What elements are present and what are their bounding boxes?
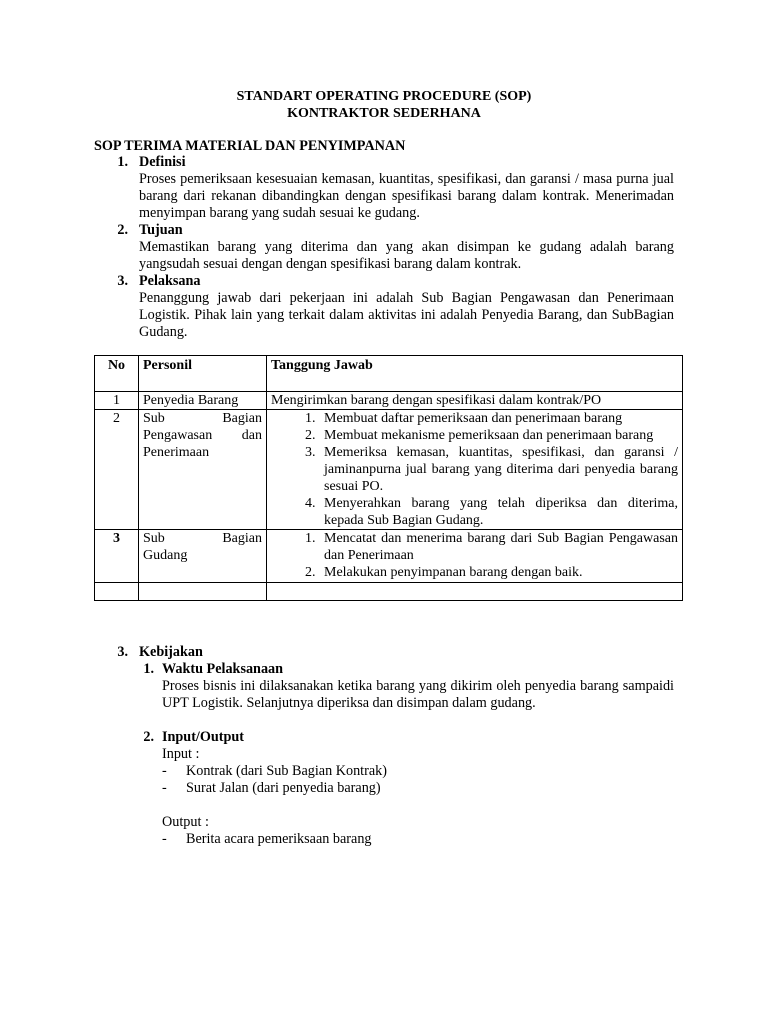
input-item-text: Kontrak (dari Sub Bagian Kontrak): [186, 763, 387, 779]
bullet-dash: -: [162, 763, 167, 779]
item-heading-pelaksana: Pelaksana: [139, 273, 201, 289]
doc-title-line2: KONTRAKTOR SEDERHANA: [287, 106, 481, 121]
item-text-pelaksana: Penanggung jawab dari pekerjaan ini adalah Sub Bagian Pengawasan dan Penerimaan Logistik. Pihak lain yang terkait dalam aktivitas ini adalah Penyedia Barang, dan SubBagian Gudang.: [139, 290, 674, 340]
item-number: 2.: [117, 222, 128, 238]
cell-no: 1: [95, 392, 139, 410]
column-header-no: No: [95, 356, 139, 392]
item-number: 3.: [117, 644, 128, 660]
input-label: Input :: [162, 746, 200, 762]
cell-tanggung-jawab: Mengirimkan barang dengan spesifikasi dalam kontrak/PO: [267, 392, 683, 410]
item-number: 3.: [117, 273, 128, 289]
table-row: [95, 530, 683, 583]
cell-tanggung-jawab: [267, 530, 683, 583]
list-item: 1. Mencatat dan menerima barang dari Sub Bagian Pengawasan dan Penerimaan: [319, 530, 678, 564]
output-item: [162, 831, 372, 848]
output-label: Output :: [162, 814, 209, 830]
cell-tanggung-jawab: [267, 410, 683, 530]
responsibility-table: [94, 355, 683, 601]
table-row: [95, 410, 683, 530]
personil-line: Gudang: [143, 548, 188, 563]
list-item: 2. Melakukan penyimpanan barang dengan baik.: [319, 564, 678, 581]
bullet-dash: -: [162, 780, 167, 796]
input-item-text: Surat Jalan (dari penyedia barang): [186, 780, 381, 796]
item-number: 1.: [117, 154, 128, 170]
cell-personil: [139, 410, 267, 530]
cell-empty: [139, 583, 267, 601]
item-heading-definisi: Definisi: [139, 154, 186, 170]
personil-line: Sub Bagian: [143, 411, 262, 426]
personil-line: Pengawasan dan: [143, 428, 262, 443]
table-empty-row: [95, 583, 683, 601]
column-header-personil: Personil: [139, 356, 267, 392]
list-item: 3. Memeriksa kemasan, kuantitas, spesifikasi, dan garansi / jaminanpurna jual barang yang diterima dari penyedia barang sesuai PO.: [319, 444, 678, 495]
input-item: [162, 763, 387, 780]
sub-item-number: 1.: [143, 661, 154, 677]
item-text-tujuan: Memastikan barang yang diterima dan yang akan disimpan ke gudang adalah barang yangsudah sesuai dengan dengan spesifikasi barang dalam kontrak.: [139, 239, 674, 272]
cell-no: 2: [95, 410, 139, 530]
list-item: 4. Menyerahkan barang yang telah diperiksa dan diterima, kepada Sub Bagian Gudang.: [319, 495, 678, 529]
sub-item-number: 2.: [143, 729, 154, 745]
section-heading: SOP TERIMA MATERIAL DAN PENYIMPANAN: [94, 138, 406, 154]
kebijakan-heading: Kebijakan: [139, 644, 203, 660]
waktu-text: Proses bisnis ini dilaksanakan ketika barang yang dikirim oleh penyedia barang sampaidi UPT Logistik. Selanjutnya diperiksa dan disimpan dalam gudang.: [162, 678, 674, 711]
list-item: 1. Membuat daftar pemeriksaan dan penerimaan barang: [319, 410, 678, 427]
bullet-dash: -: [162, 831, 167, 847]
item-text-definisi: Proses pemeriksaan kesesuaian kemasan, kuantitas, spesifikasi, dan garansi / masa purna jual barang dari rekanan dibandingkan dengan spesifikasi barang dalam kontrak. Menerimadan menyimpan barang yang sudah sesuai ke gudang.: [139, 171, 674, 221]
list-item: 2. Membuat mekanisme pemeriksaan dan penerimaan barang: [319, 427, 678, 444]
responsibility-list: [271, 530, 678, 581]
personil-line: Penerimaan: [143, 445, 210, 460]
personil-line: Sub Bagian: [143, 531, 262, 546]
output-item-text: Berita acara pemeriksaan barang: [186, 831, 372, 847]
cell-personil: [139, 530, 267, 583]
input-item: [162, 780, 381, 797]
responsibility-list: [271, 410, 678, 529]
doc-title-line1: STANDART OPERATING PROCEDURE (SOP): [236, 89, 532, 104]
cell-empty: [95, 583, 139, 601]
item-heading-tujuan: Tujuan: [139, 222, 183, 238]
table-row: [95, 392, 683, 410]
cell-personil: Penyedia Barang: [139, 392, 267, 410]
sub-heading-input-output: Input/Output: [162, 729, 245, 745]
sub-heading-waktu: Waktu Pelaksanaan: [162, 661, 284, 677]
cell-no: 3: [95, 530, 139, 583]
column-header-tanggung-jawab: Tanggung Jawab: [267, 356, 683, 392]
table-header-row: [95, 356, 683, 392]
cell-empty: [267, 583, 683, 601]
